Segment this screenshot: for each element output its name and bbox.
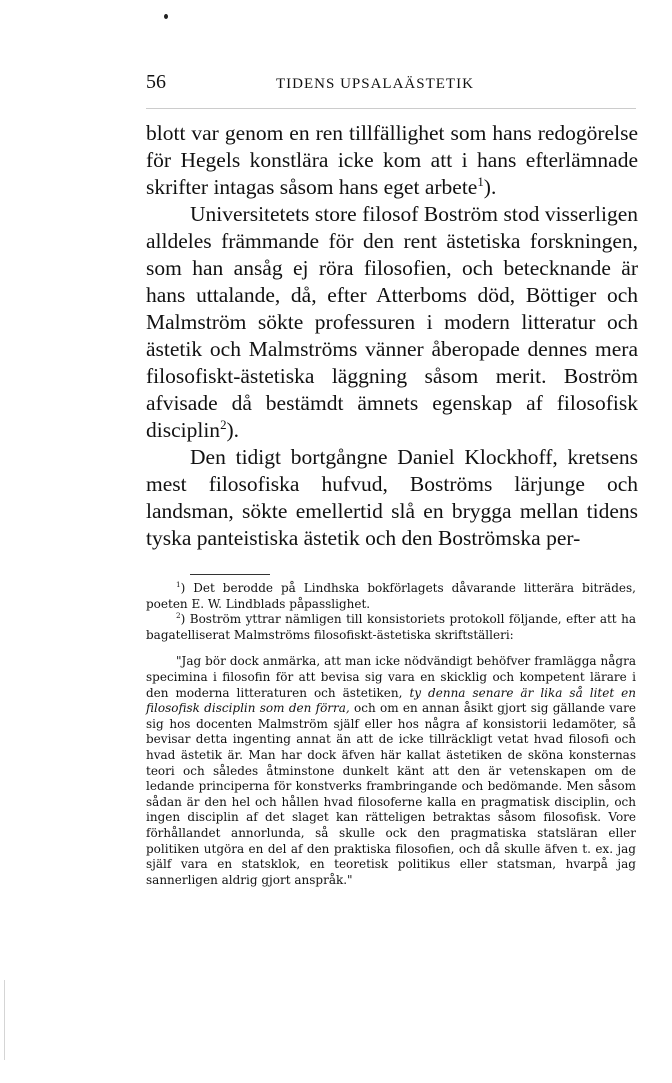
footnote-ref-1: 1 (477, 174, 484, 189)
paragraph-3: Den tidigt bortgångne Daniel Klockhoff, kretsens mest filosofiska hufvud, Boströms lärjunge och landsman, sökte emellertid slå en brygga mellan tidens tyska panteistiska ästetik och den Boströmska per- (146, 445, 638, 550)
paragraph-1: blott var genom en ren tillfällighet som hans redogörelse för Hegels konstlära icke kom att i hans efterlämnade skrifter intagas såsom hans eget arbete$^1$). (146, 121, 638, 199)
footnote-rule (190, 574, 270, 575)
quote-italic: ty denna senare är lika så litet en filosofisk disciplin som den förra, (146, 685, 636, 716)
body-text (146, 120, 638, 552)
footnote-quote: "Jag bör dock anmärka, att man icke nödvändigt behöfver framlägga några specimina i filosofin för att bevisa sig vara en skicklig och kompetent lärare i den moderna litteraturen och ästetiken, ty denna senare är lika så litet en filosofisk disciplin som den förra, och om en annan åsikt gjort sig gällande vare sig hos docenten Malmström själf eller hos några af konsistorii ledamöter, så bevisar detta ingenting annat än att de icke tillräckligt vetat hvad filosofi och hvad ästetik är. Man har dock äfven här kallat ästetiken de sköna konsternas teori och således åtminstone dunkelt känt att den är vetenskapen om de ledande principerna för konstverks frambringande och bedömande. Men såsom sådan är den hel och hållen hvad filosoferne kalla en pragmatisk disciplin, och ingen disciplin af det slaget kan rätteligen betraktas såsom filosofisk. Vore förhållandet annorlunda, så skulle ock den pragmatiska statsläran eller politiken utgöra en del af den praktiska filosofien, och då skulle äfven t. ex. jag själf vara en statsklok, en teoretisk politikus eller statsman, hvarpå jag sannerligen aldrig gjort anspråk." (146, 654, 636, 887)
footnote-ref-2: 2 (220, 417, 227, 432)
paragraph-2: Universitetets store filosof Boström stod visserligen alldeles främmande för den rent ästetiska forskningen, som han ansåg ej röra filosofien, och betecknande är hans uttalande, då, efter Atterboms död, Böttiger och Malmström sökte professuren i modern litteratur och ästetik och Malmströms vänner åberopade dennes mera filosofiskt-ästetiska läggning såsom merit. Boström afvisade då bestämdt ämnets egenskap af filosofisk disciplin$^2$). (146, 202, 638, 442)
footnote-2: $^2$) Boström yttrar nämligen till konsistoriets protokoll följande, efter att ha bagatelliserat Malmströms filosofiskt-ästetiska skriftställeri: (146, 611, 636, 642)
page-header (146, 71, 636, 101)
footnote-1: $^1$) Det berodde på Lindhska bokförlagets dåvarande litterära biträdes, poeten E. W. Lindblads påpasslighet. (146, 580, 636, 611)
ink-speck (164, 14, 168, 19)
page-edge-mark (4, 980, 5, 1060)
page-number: 56 (146, 71, 166, 93)
footnotes (146, 581, 636, 888)
header-rule (146, 108, 636, 109)
running-head: TIDENS UPSALAÄSTETIK (276, 76, 474, 92)
